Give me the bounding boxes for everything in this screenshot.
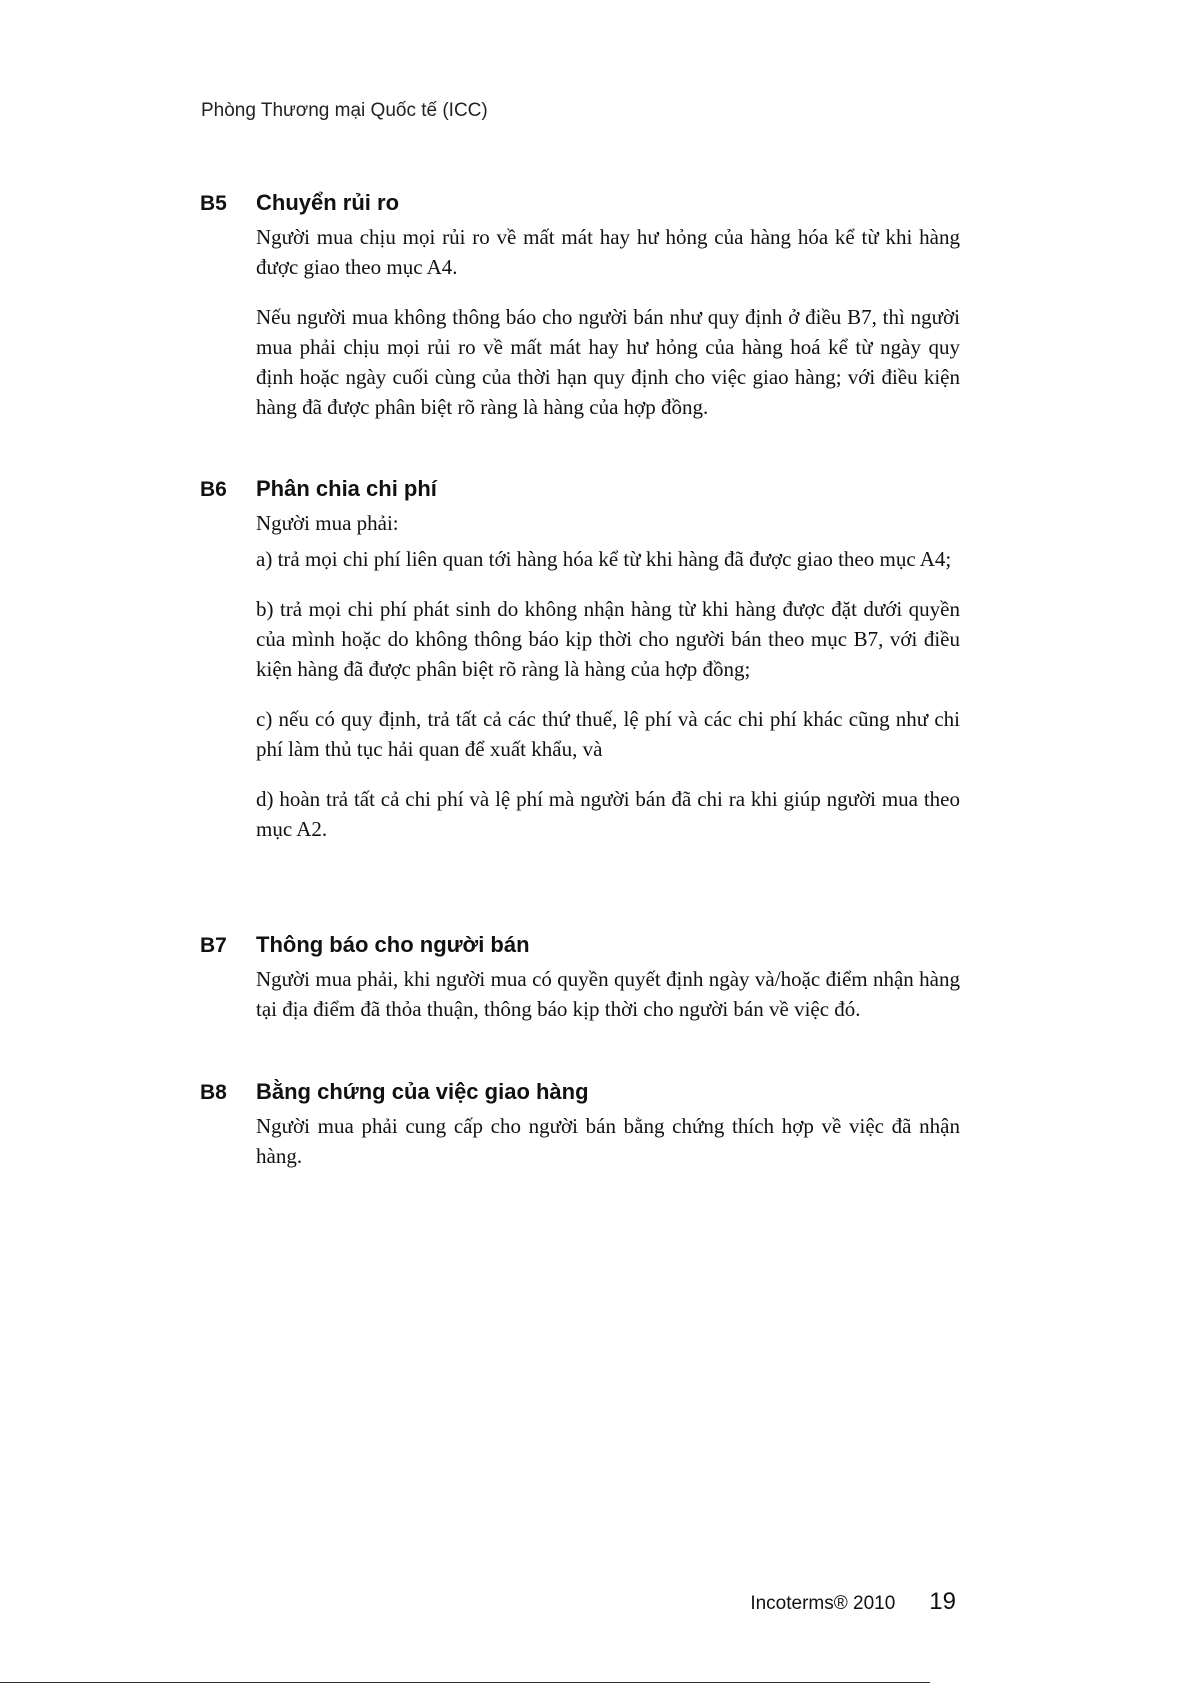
section-number: B7 <box>200 934 227 957</box>
paragraph: Người mua phải: <box>256 511 399 535</box>
paragraph: Người mua phải cung cấp cho người bán bằng chứng thích hợp về việc đã nhận hàng. <box>256 1114 960 1168</box>
paragraph: Người mua phải, khi người mua có quyền quyết định ngày và/hoặc điểm nhận hàng tại địa điểm đã thỏa thuận, thông báo kịp thời cho người bán về việc đó. <box>256 967 960 1021</box>
section-number: B5 <box>200 192 227 215</box>
list-item: c) nếu có quy định, trả tất cả các thứ thuế, lệ phí và các chi phí khác cũng như chi phí làm thủ tục hải quan để xuất khẩu, và <box>256 707 960 761</box>
bottom-rule <box>0 1682 930 1683</box>
paragraph: Nếu người mua không thông báo cho người bán như quy định ở điều B7, thì người mua phải chịu mọi rủi ro về mất mát hay hư hỏng của hàng hoá kể từ ngày quy định hoặc ngày cuối cùng của thời hạn quy định cho việc giao hàng; với điều kiện hàng đã được phân biệt rõ ràng là hàng của hợp đồng. <box>256 305 960 419</box>
list-item: d) hoàn trả tất cả chi phí và lệ phí mà người bán đã chi ra khi giúp người mua theo mục A2. <box>256 787 960 841</box>
section-title: Phân chia chi phí <box>256 476 437 501</box>
section-title: Bằng chứng của việc giao hàng <box>256 1079 589 1104</box>
section-title: Chuyển rủi ro <box>256 190 400 215</box>
footer-title: Incoterms® 2010 <box>750 1593 896 1614</box>
section-b7 <box>200 932 960 1024</box>
section-b6 <box>200 476 960 844</box>
section-number: B6 <box>200 478 227 501</box>
page-footer <box>750 1588 956 1616</box>
list-item: a) trả mọi chi phí liên quan tới hàng hóa kể từ khi hàng đã được giao theo mục A4; <box>256 547 952 571</box>
list-item: b) trả mọi chi phí phát sinh do không nhận hàng từ khi hàng được đặt dưới quyền của mình hoặc do không thông báo kịp thời cho người bán theo mục B7, với điều kiện hàng đã được phân biệt rõ ràng là hàng của hợp đồng; <box>256 597 960 681</box>
section-title: Thông báo cho người bán <box>256 932 530 957</box>
paragraph: Người mua chịu mọi rủi ro về mất mát hay hư hỏng của hàng hóa kể từ khi hàng được giao theo mục A4. <box>256 225 960 279</box>
section-number: B8 <box>200 1081 227 1104</box>
running-header: Phòng Thương mại Quốc tế (ICC) <box>201 100 488 121</box>
section-b5 <box>200 190 960 422</box>
page-number: 19 <box>929 1588 956 1615</box>
section-b8 <box>200 1079 960 1171</box>
